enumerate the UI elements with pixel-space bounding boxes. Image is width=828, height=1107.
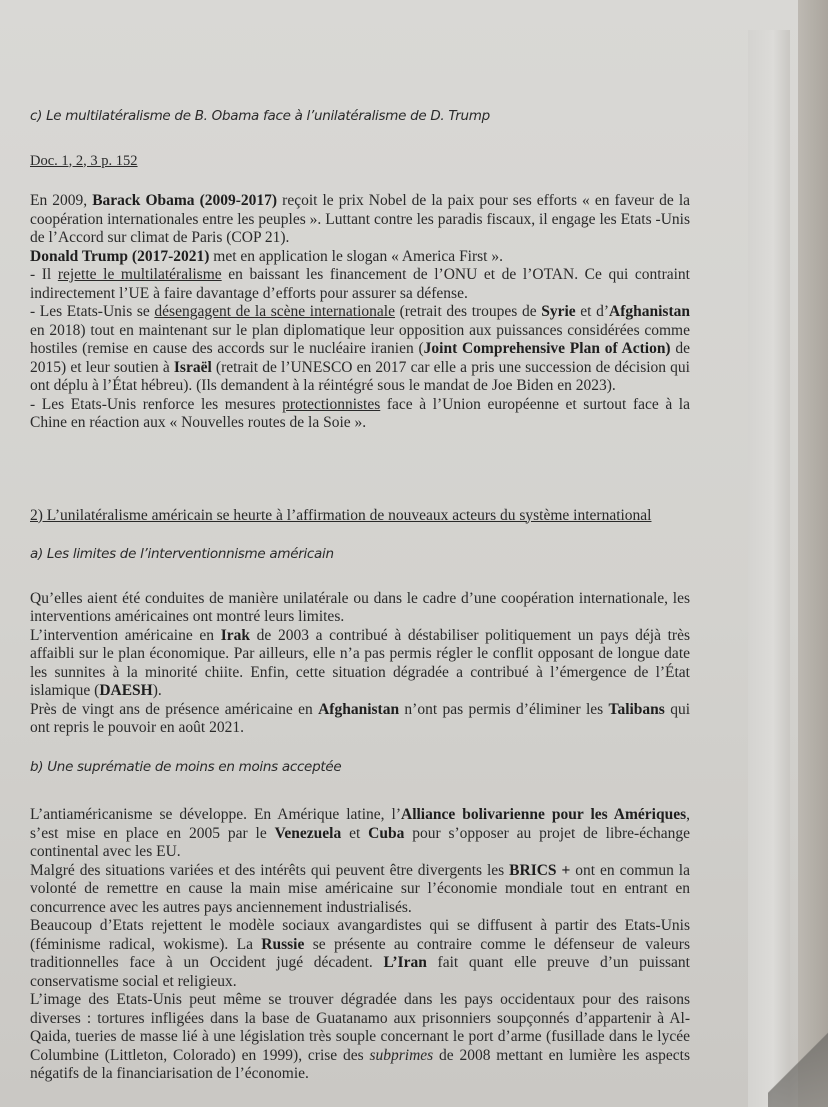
paragraph-brics: Malgré des situations variées et des intérêts qui peuvent être divergents les BRICS + ont en commun la volonté de remettre en cause la main mise américaine sur l’économie mondiale tout en entrant en concurrence avec les autres pays anciennement industrialisés. <box>30 861 690 916</box>
paragraph-interventions: Qu’elles aient été conduites de manière unilatérale ou dans le cadre d’une coopération internationale, les interventions américaines ont montré leurs limites. <box>30 589 690 625</box>
heading-section-2: 2) L’unilatéralisme américain se heurte à l’affirmation de nouveaux acteurs du système international <box>30 506 652 524</box>
paragraph-protectionism: - Les Etats-Unis renforce les mesures protectionnistes face à l’Union européenne et surtout face à la Chine en réaction aux « Nouvelles routes de la Soie ». <box>30 395 690 431</box>
document-content <box>30 103 690 1084</box>
paragraph-irak: L’intervention américaine en Irak de 2003 a contribué à déstabiliser politiquement un pays déjà très affaibli sur le plan économique. Par ailleurs, elle n’a pas permis régler le conflit opposant de longue date les sunnites à la minorité chiite. Enfin, cette situation dégradée a contribué à l’émergence de l’État islamique (DAESH). <box>30 626 690 699</box>
paragraph-afghanistan: Près de vingt ans de présence américaine en Afghanistan n’ont pas permis d’éliminer les Talibans qui ont repris le pouvoir en août 2021. <box>30 700 691 736</box>
paragraph-social-models: Beaucoup d’Etats rejettent le modèle sociaux avangardistes qui se diffusent à partir des Etats-Unis (féminisme radical, wokisme). La Russie se présente au contraire comme le défenseur de valeurs traditionnelles face à un Occident jugé décadent. L’Iran fait quant elle preuve d’un puissant conservatisme social et religieux. <box>30 917 691 990</box>
paragraph-obama: En 2009, Barack Obama (2009-2017) reçoit le prix Nobel de la paix pour ses efforts « en faveur de la coopération internationales entre les peuples ». Luttant contre les paradis fiscaux, il engage les Etats -Unis de l’Accord sur climat de Paris (COP 21). <box>30 192 691 246</box>
paragraph-trump: Donald Trump (2017-2021) met en application le slogan « America First ». <box>30 247 503 265</box>
heading-section-b: b) Une suprématie de moins en moins acceptée <box>30 758 342 775</box>
document-reference: Doc. 1, 2, 3 p. 152 <box>30 152 138 169</box>
paragraph-image-us: L’image des Etats-Unis peut même se trouver dégradée dans les pays occidentaux pour des raisons diverses : tortures infligées dans la base de Guatanamo aux prisonniers soupçonnés d’appartenir à Al-Qaida, tueries de masse lié à une législation très souple concernant le port d’arme (fusillade dans le lycée Columbine (Littleton, Colorado) en 1999), crise des subprimes de 2008 mettant en lumière les aspects négatifs de la financiarisation de l’économie. <box>30 991 690 1082</box>
stacked-page-edge <box>748 30 790 1107</box>
desk-background <box>798 0 828 1107</box>
page-corner-shadow <box>768 1017 828 1107</box>
paragraph-antiamericanism: L’antiaméricanisme se développe. En Amérique latine, l’Alliance bolivarienne pour les Amériques, s’est mise en place en 2005 par le Venezuela et Cuba pour s’opposer au projet de libre-échange continental avec les EU. <box>30 806 690 860</box>
heading-section-c: c) Le multilatéralisme de B. Obama face à l’unilatéralisme de D. Trump <box>30 108 490 124</box>
heading-section-a: a) Les limites de l’interventionnisme américain <box>30 546 334 562</box>
paragraph-multilateralism: - Il rejette le multilatéralisme en baissant les financement de l’ONU et de l’OTAN. Ce qui contraint indirectement l’UE à faire davantage d’efforts pour assurer sa défense. <box>30 266 690 302</box>
paragraph-disengagement: - Les Etats-Unis se désengagent de la scène internationale (retrait des troupes de Syrie et d’Afghanistan en 2018) tout en maintenant sur le plan diplomatique leur opposition aux puissances considérées comme hostiles (remise en cause des accords sur le nucléaire iranien (Joint Comprehensive Plan of Action) de 2015) et leur soutien à Israël (retrait de l’UNESCO en 2017 car elle a pris une succession de décision qui ont déplu à l’État hébreu). (Ils demandent à la réintégré sous le mandat de Joe Biden en 2023). <box>30 303 691 394</box>
